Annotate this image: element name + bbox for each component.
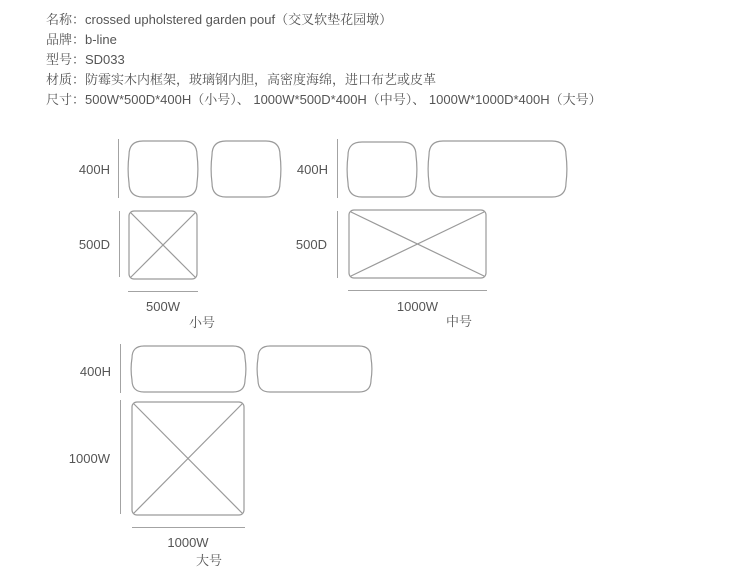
medium-height-dimension-label: 400H [296,162,328,177]
spec-line-model: 型号：SD033 [46,52,125,67]
large-size-name: 大号 [196,553,223,568]
medium-front-view-cushion [428,140,567,198]
large-side-dimension-label: 1000W [68,451,110,466]
small-width-dimension-line [128,291,198,292]
spec-line-size: 尺寸：500W*500D*400H（小号）、 1000W*500D*400H（中号）、 1000W*1000D*400H（大号） [46,92,602,107]
large-height-dimension-label: 400H [79,364,111,379]
small-height-dimension-label: 400H [78,162,110,177]
medium-height-dimension-line [337,139,338,198]
small-top-view-crossed [128,210,198,280]
medium-size-name: 中号 [446,314,473,329]
spec-line-name: 名称：crossed upholstered garden pouf（交叉软垫花园墩） [46,12,393,27]
medium-width-dimension-line [348,290,487,291]
medium-width-dimension-label: 1000W [396,299,439,314]
medium-side-view-cushion [347,141,417,198]
large-side-dimension-line [120,400,121,514]
large-width-dimension-line [132,527,245,528]
large-width-dimension-label: 1000W [167,535,209,550]
spec-line-brand: 品牌：b-line [46,32,117,47]
large-top-view-crossed [131,401,245,516]
small-depth-dimension-line [119,211,120,277]
large-height-dimension-line [120,344,121,393]
small-height-dimension-line [118,139,119,198]
medium-depth-dimension-line [337,211,338,278]
small-depth-dimension-label: 500D [78,237,110,252]
medium-top-view-crossed [348,209,487,279]
medium-depth-dimension-label: 500D [295,237,327,252]
large-front-view-cushion-2 [257,345,372,393]
small-size-name: 小号 [189,315,216,330]
small-front-view-cushion-1 [128,140,198,198]
large-front-view-cushion-1 [131,345,246,393]
small-front-view-cushion-2 [211,140,281,198]
small-width-dimension-label: 500W [146,299,180,314]
spec-line-material: 材质：防霉实木内框架，玻璃钢内胆，高密度海绵，进口布艺或皮革 [46,72,437,87]
